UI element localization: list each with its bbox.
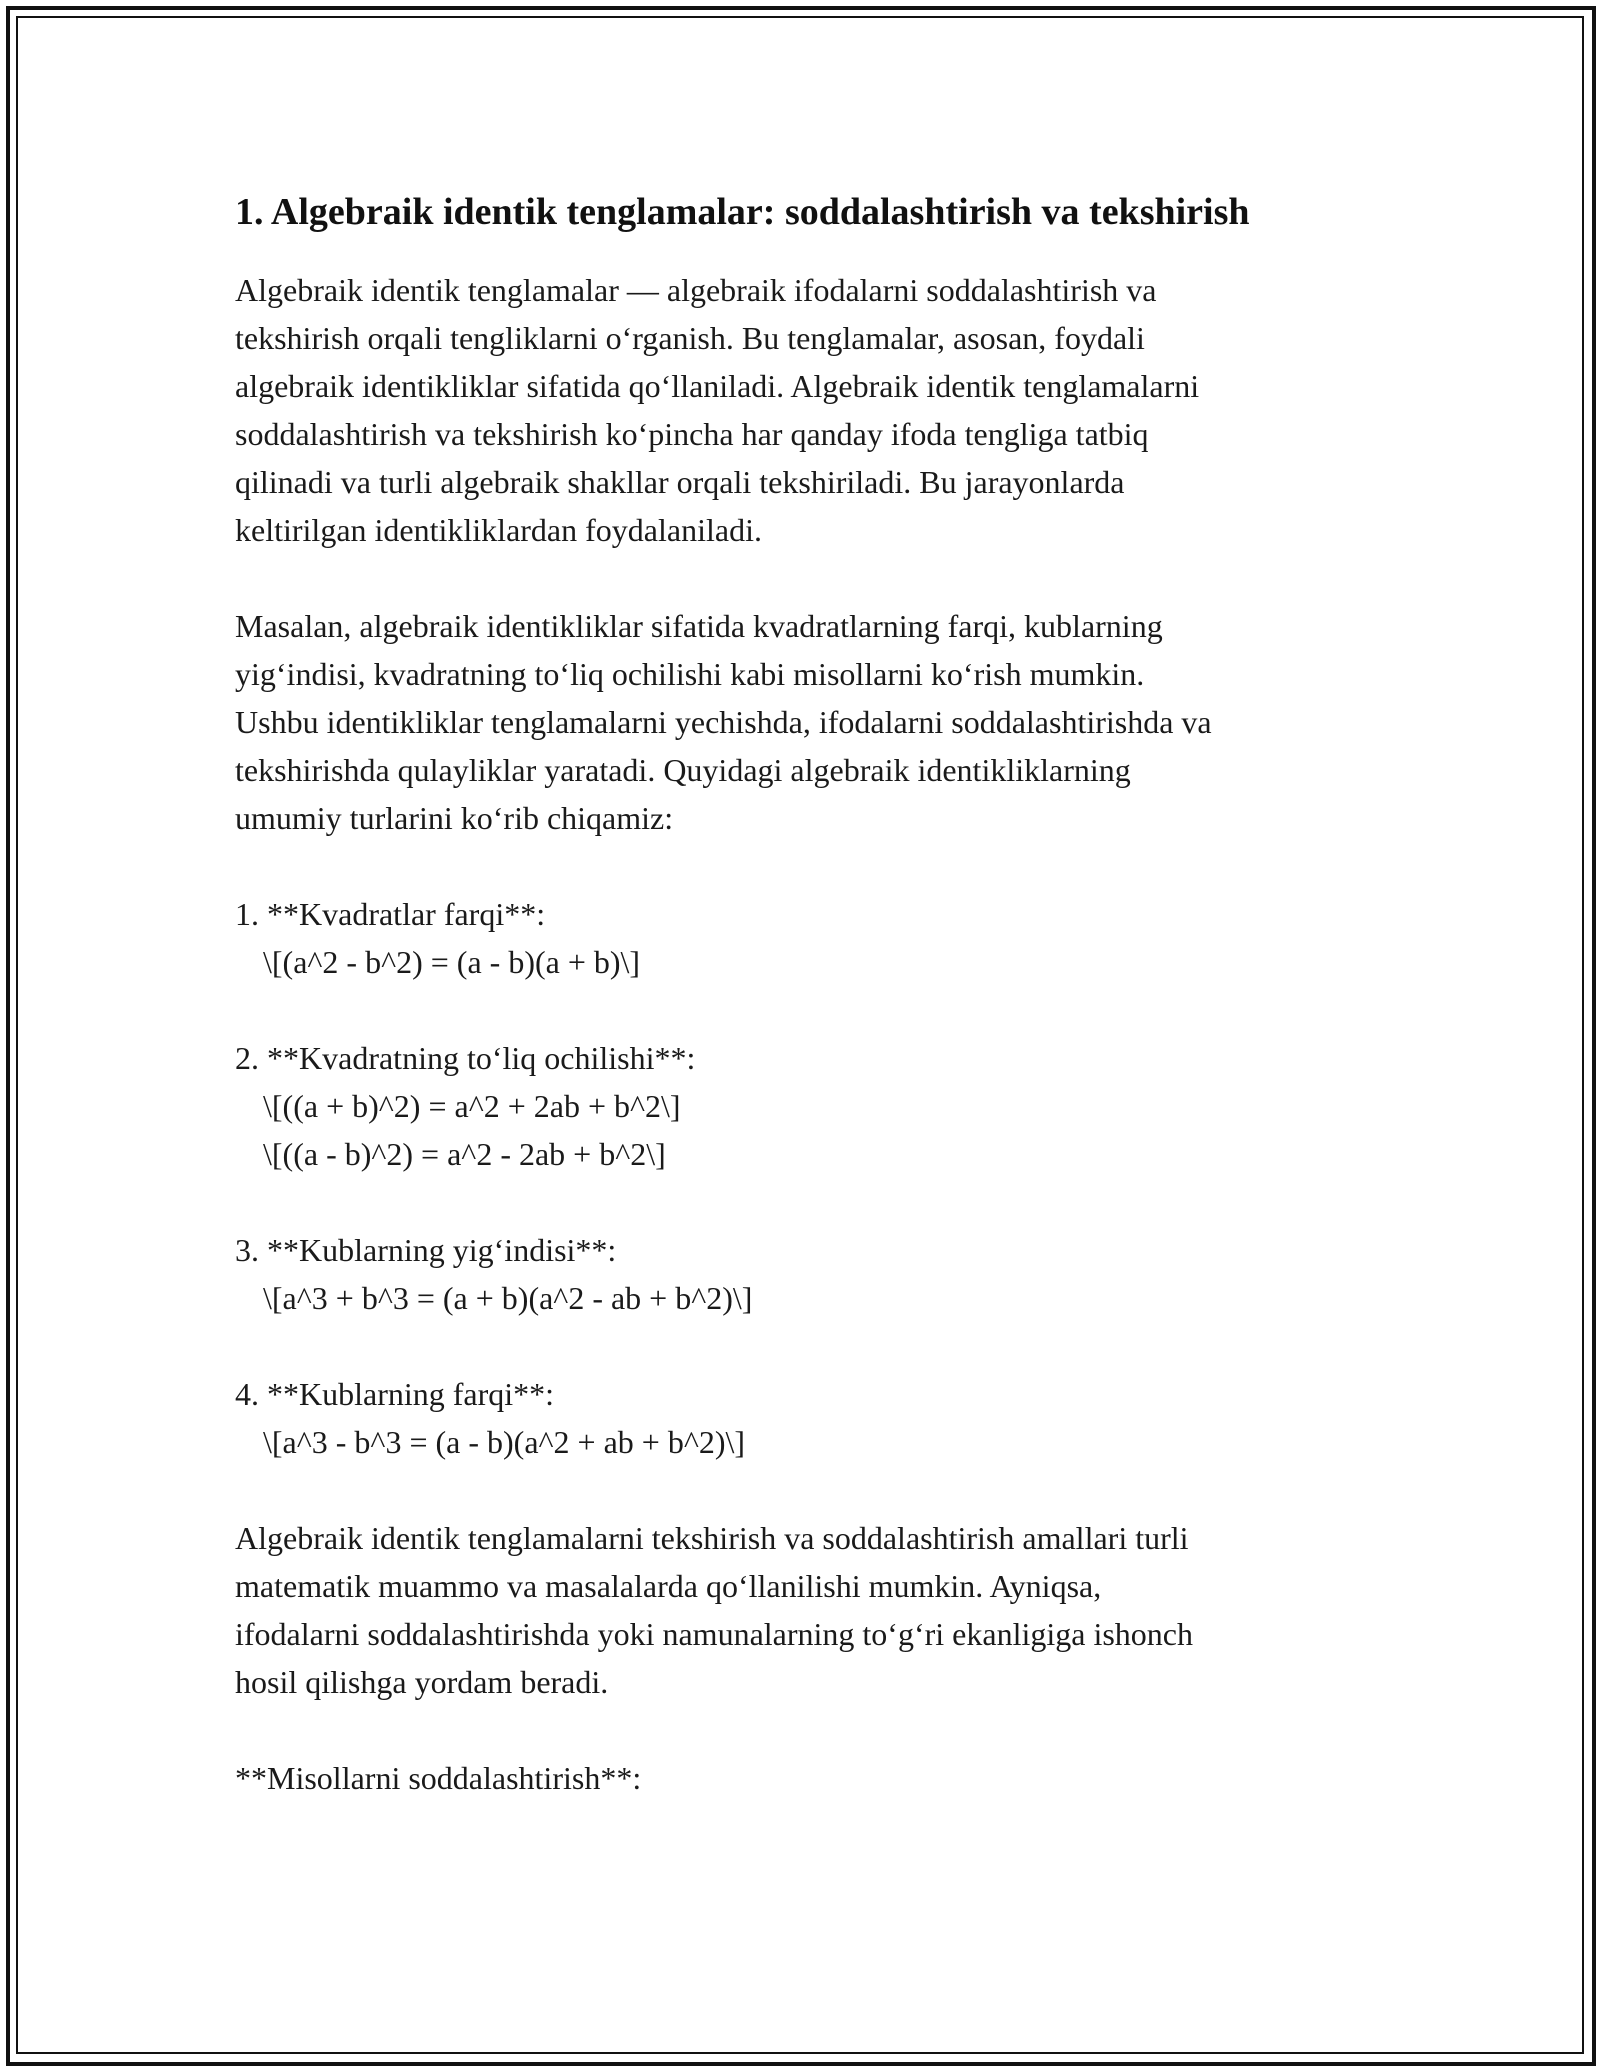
identity-heading: 1. **Kvadratlar farqi**: xyxy=(235,896,546,932)
identity-item-4 xyxy=(235,1370,1385,1466)
examples-paragraph xyxy=(235,602,1385,842)
identity-formula: \[(a^2 - b^2) = (a - b)(a + b)\] xyxy=(263,944,641,980)
text-line: Algebraik identik tenglamalarni tekshirish va soddalashtirish amallari turli xyxy=(235,1520,1189,1556)
text-line: hosil qilishga yordam beradi. xyxy=(235,1664,609,1700)
spacer xyxy=(235,1706,1385,1754)
identity-formula: \[a^3 - b^3 = (a - b)(a^2 + ab + b^2)\] xyxy=(263,1424,746,1460)
identity-formula: \[((a + b)^2) = a^2 + 2ab + b^2\] xyxy=(263,1088,681,1124)
text-line: matematik muammo va masalalarda qo‘llanilishi mumkin. Ayniqsa, xyxy=(235,1568,1102,1604)
spacer xyxy=(235,1322,1385,1370)
text-line: keltirilgan identikliklardan foydalaniladi. xyxy=(235,512,762,548)
text-line: Ushbu identikliklar tenglamalarni yechishda, ifodalarni soddalashtirishda va xyxy=(235,704,1212,740)
identity-heading: 4. **Kublarning farqi**: xyxy=(235,1376,555,1412)
text-line: Algebraik identik tenglamalar — algebraik ifodalarni soddalashtirish va xyxy=(235,272,1157,308)
examples-heading: **Misollarni soddalashtirish**: xyxy=(235,1760,642,1796)
identity-heading: 2. **Kvadratning to‘liq ochilishi**: xyxy=(235,1040,696,1076)
identity-item-3 xyxy=(235,1226,1385,1322)
spacer xyxy=(235,1178,1385,1226)
identity-formula: \[a^3 + b^3 = (a + b)(a^2 - ab + b^2)\] xyxy=(263,1280,753,1316)
document-page xyxy=(235,186,1385,1802)
identity-heading: 3. **Kublarning yig‘indisi**: xyxy=(235,1232,617,1268)
text-line: tekshirishda qulayliklar yaratadi. Quyidagi algebraik identikliklarning xyxy=(235,752,1131,788)
text-line: Masalan, algebraik identikliklar sifatida kvadratlarning farqi, kublarning xyxy=(235,608,1163,644)
identity-formula: \[((a - b)^2) = a^2 - 2ab + b^2\] xyxy=(263,1136,666,1172)
spacer xyxy=(235,554,1385,602)
intro-paragraph xyxy=(235,266,1385,554)
text-line: soddalashtirish va tekshirish ko‘pincha har qanday ifoda tengliga tatbiq xyxy=(235,416,1149,452)
text-line: algebraik identikliklar sifatida qo‘llaniladi. Algebraik identik tenglamalarni xyxy=(235,368,1200,404)
text-line: ifodalarni soddalashtirishda yoki namunalarning to‘g‘ri ekanligiga ishonch xyxy=(235,1616,1193,1652)
spacer xyxy=(235,1466,1385,1514)
spacer xyxy=(235,842,1385,890)
text-line: tekshirish orqali tengliklarni o‘rganish. Bu tenglamalar, asosan, foydali xyxy=(235,320,1145,356)
text-line: qilinadi va turli algebraik shakllar orqali tekshiriladi. Bu jarayonlarda xyxy=(235,464,1125,500)
identity-item-2 xyxy=(235,1034,1385,1178)
text-line: umumiy turlarini ko‘rib chiqamiz: xyxy=(235,800,674,836)
identity-item-1 xyxy=(235,890,1385,986)
closing-paragraph xyxy=(235,1514,1385,1706)
spacer xyxy=(235,986,1385,1034)
section-title: 1. Algebraik identik tenglamalar: soddalashtirish va tekshirish xyxy=(235,191,1250,233)
text-line: yig‘indisi, kvadratning to‘liq ochilishi kabi misollarni ko‘rish mumkin. xyxy=(235,656,1145,692)
